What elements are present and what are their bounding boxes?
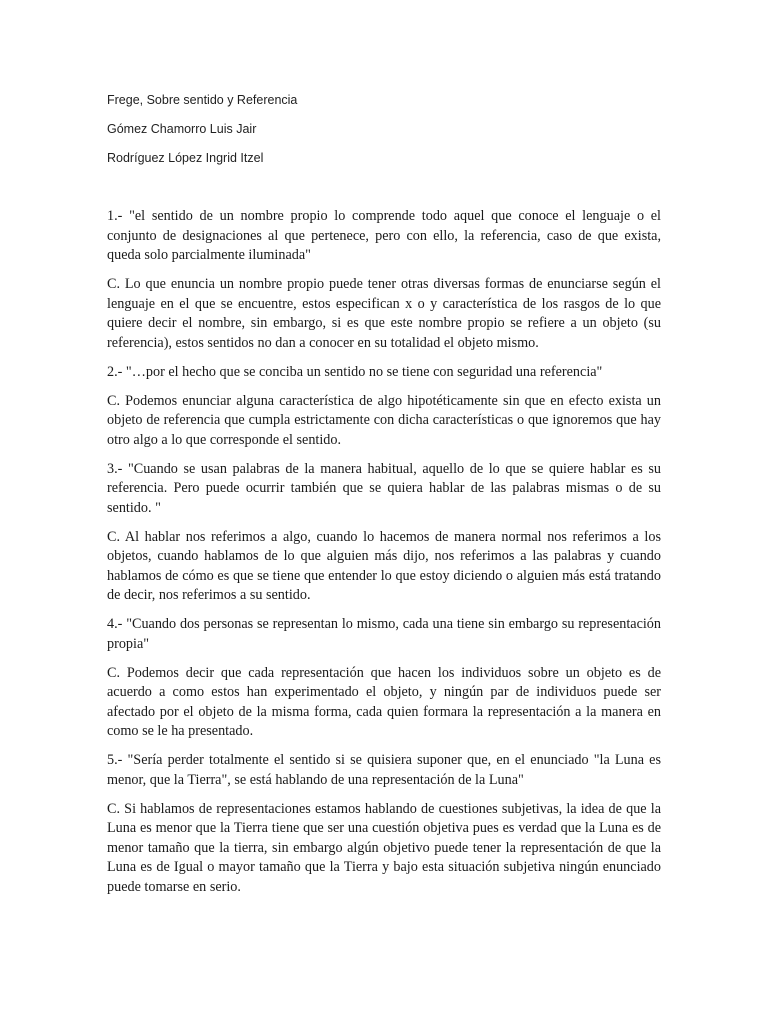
commentary-paragraph: C. Al hablar nos referimos a algo, cuando lo hacemos de manera normal nos referimos a los objetos, cuando hablamos de lo que alguien más dijo, nos referimos a las palabras y cuando hablamos de cómo es que se tiene que entender lo que estoy diciendo o alguien más está tratando de decir, nos referimos a su sentido. [107,528,661,603]
quote-paragraph: 5.- "Sería perder totalmente el sentido si se quisiera suponer que, en el enunciado "la Luna es menor, que la Tierra", se está hablando de una representación de la Luna" [107,752,661,788]
commentary-paragraph: C. Podemos decir que cada representación que hacen los individuos sobre un objeto es de acuerdo a como estos han experimentado el objeto, y ningún par de individuos puede ser afectado por el objeto de la misma forma, cada quien formara la representación a la manera en como se le ha presentado. [107,664,661,739]
commentary-paragraph: C. Podemos enunciar alguna característica de algo hipotéticamente sin que en efecto exista un objeto de referencia que cumpla estrictamente con dicha características o que ignoremos que hay otro algo a lo que corresponde el sentido. [107,392,661,448]
document-body [107,207,661,907]
quote-paragraph: 2.- "…por el hecho que se conciba un sentido no se tiene con seguridad una referencia" [107,363,603,380]
document-title: Frege, Sobre sentido y Referencia [107,93,298,107]
commentary-paragraph: C. Si hablamos de representaciones estamos hablando de cuestiones subjetivas, la idea de que la Luna es menor que la Tierra tiene que ser una cuestión objetiva pues es verdad que la Luna es de menor tamaño que la tierra, sin embargo algún objetivo puede tener la representación de que la Luna es de Igual o mayor tamaño que la Tierra y bajo esta situación subjetiva ningún enunciado puede tomarse en serio. [107,800,661,895]
commentary-paragraph: C. Lo que enuncia un nombre propio puede tener otras diversas formas de enunciarse según el lenguaje en el que se encuentre, estos especifican x o y característica de los rasgos de lo que quiere decir el nombre, sin embargo, si es que este nombre propio se refiere a un objeto (su referencia), estos sentidos no dan a conocer en su totalidad el objeto mismo. [107,276,661,351]
quote-paragraph: 4.- "Cuando dos personas se representan lo mismo, cada una tiene sin embargo su representación propia" [107,616,661,652]
author-name: Rodríguez López Ingrid Itzel [107,151,264,165]
quote-paragraph: 1.- "el sentido de un nombre propio lo comprende todo aquel que conoce el lenguaje o el conjunto de designaciones al que pertenece, pero con ello, la referencia, caso de que exista, queda solo parcialmente iluminada" [107,208,661,263]
quote-paragraph: 3.- "Cuando se usan palabras de la manera habitual, aquello de lo que se quiere hablar es su referencia. Pero puede ocurrir también que se quiera hablar de las palabras mismas o de su sentido. " [107,460,661,516]
author-name: Gómez Chamorro Luis Jair [107,122,257,136]
document-header [107,92,667,179]
